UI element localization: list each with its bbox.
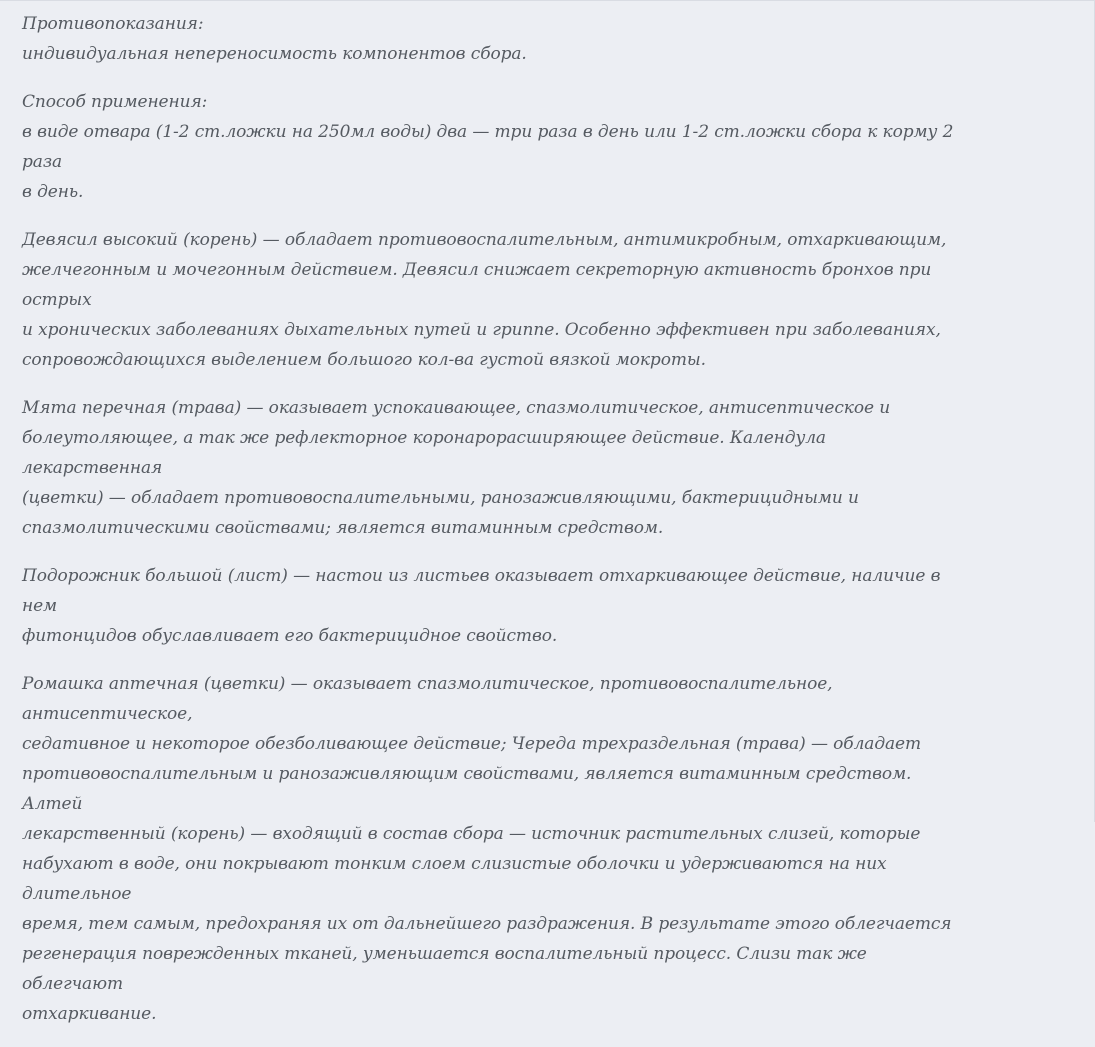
paragraph-plantain: Подорожник большой (лист) — настои из листьев оказывает отхаркивающее действие, наличие в нем фитонцидов обуславливает его бактерицидное свойство.: [22, 566, 941, 646]
contraindications-heading: Противопоказания:: [22, 14, 204, 34]
contraindications-section: [22, 9, 962, 69]
paragraph-peppermint: Мята перечная (трава) — оказывает успокаивающее, спазмолитическое, антисептическое и болеутоляющее, а так же рефлекторное коронарорасширяющее действие. Календула лекарственная (цветки) — обладает противовоспалительными, ранозаживляющими, бактерицидными и спазмолитическими свойствами; является витаминным средством.: [22, 398, 891, 538]
usage-heading: Способ применения:: [22, 92, 208, 112]
usage-text: в виде отвара (1-2 ст.ложки на 250мл воды) два — три раза в день или 1-2 ст.ложки сбора к корму 2 раза в день.: [22, 122, 954, 202]
paragraph-chamomile: Ромашка аптечная (цветки) — оказывает спазмолитическое, противовоспалительное, антисептическое, седативное и некоторое обезболивающее действие; Череда трехраздельная (трава) — обладает противовоспалительным и ранозаживляющим свойствами, является витаминным средством. Алтей лекарственный (корень) — входящий в состав сбора — источник растительных слизей, которые набухают в воде, они покрывают тонким слоем слизистые оболочки и удерживаются на них длительное время, тем самым, предохраняя их от дальнейшего раздражения. В результате этого облегчается регенерация поврежденных тканей, уменьшается воспалительный процесс. Слизи так же облегчают отхаркивание.: [22, 674, 952, 1024]
paragraph-elecampane: Девясил высокий (корень) — обладает противовоспалительным, антимикробным, отхаркивающим, желчегонным и мочегонным действием. Девясил снижает секреторную активность бронхов при острых и хронических заболеваниях дыхательных путей и гриппе. Особенно эффективен при заболеваниях, сопровождающихся выделением большого кол-ва густой вязкой мокроты.: [22, 230, 947, 370]
usage-section: [22, 87, 962, 207]
article-content: [22, 9, 962, 1047]
contraindications-text: индивидуальная непереносимость компонентов сбора.: [22, 44, 527, 64]
